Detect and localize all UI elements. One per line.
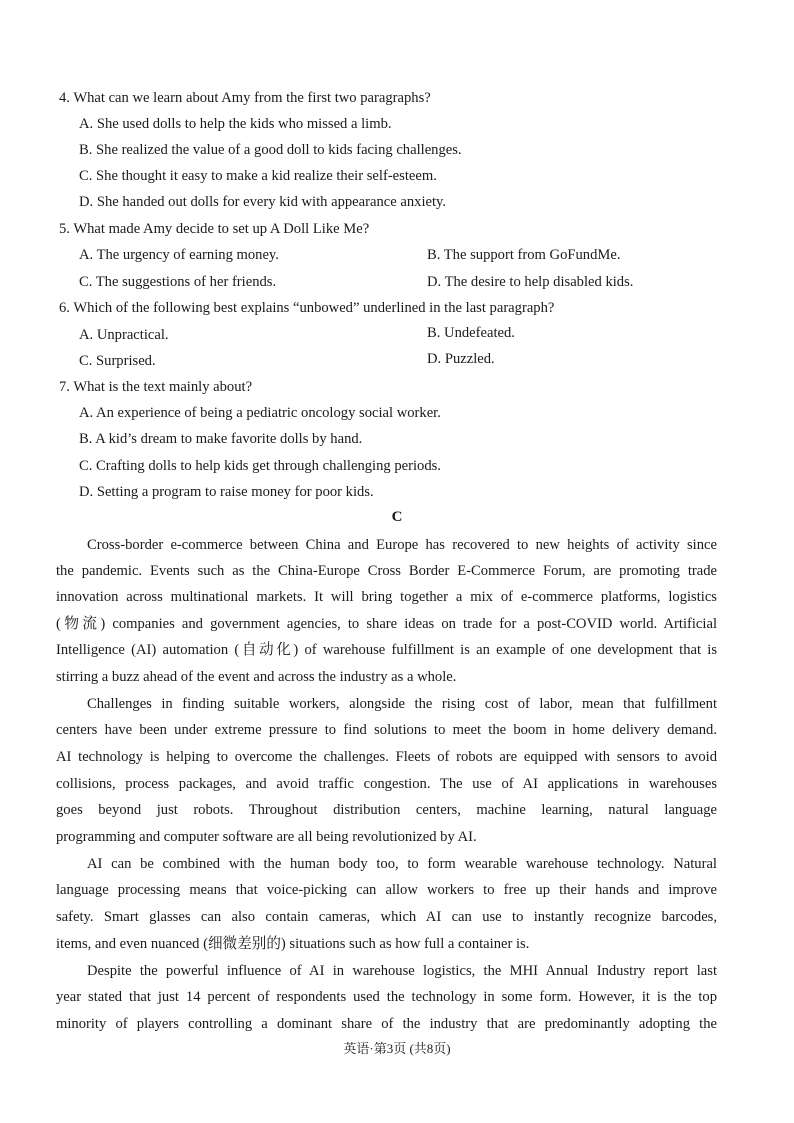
question-4-option-b: B. She realized the value of a good doll to kids facing challenges.	[79, 142, 462, 158]
passage-line: Cross-border e-commerce between China and Europe has recovered to new heights of activity since	[87, 537, 717, 553]
passage-line: stirring a buzz ahead of the event and across the industry as a whole.	[56, 669, 457, 685]
question-6-stem: 6. Which of the following best explains “unbowed” underlined in the last paragraph?	[59, 300, 555, 316]
passage-line: Despite the powerful influence of AI in warehouse logistics, the MHI Annual Industry report last	[87, 963, 717, 979]
passage-line: goes beyond just robots. Throughout distribution centers, machine learning, natural language	[56, 802, 717, 818]
section-heading: C	[391, 509, 403, 525]
passage-line: AI technology is helping to overcome the challenges. Fleets of robots are equipped with sensors to avoid	[56, 749, 717, 765]
passage-line: the pandemic. Events such as the China-Europe Cross Border E-Commerce Forum, are promoting trade	[56, 563, 717, 579]
passage-line: innovation across multinational markets. It will bring together a mix of e-commerce platforms, logistics	[56, 589, 717, 605]
question-6-option-a: A. Unpractical.	[79, 327, 169, 343]
passage-line: year stated that just 14 percent of respondents used the technology in some form. However, it is the top	[56, 989, 717, 1005]
question-4-option-a: A. She used dolls to help the kids who missed a limb.	[79, 116, 392, 132]
question-5-option-a: A. The urgency of earning money.	[79, 247, 279, 263]
passage-line: minority of players controlling a dominant share of the industry that are predominantly adopting the	[56, 1016, 717, 1032]
passage-line: centers have been under extreme pressure to find solutions to meet the boom in home delivery demand.	[56, 722, 717, 738]
question-5-stem: 5. What made Amy decide to set up A Doll Like Me?	[59, 221, 370, 237]
page-footer: 英语·第3页 (共8页)	[343, 1041, 451, 1056]
question-7-option-b: B. A kid’s dream to make favorite dolls by hand.	[79, 431, 363, 447]
question-7-stem: 7. What is the text mainly about?	[59, 379, 253, 395]
passage-line: items, and even nuanced (细微差别的) situations such as how full a container is.	[56, 936, 530, 952]
passage-line: programming and computer software are all being revolutionized by AI.	[56, 829, 477, 845]
question-7-option-a: A. An experience of being a pediatric oncology social worker.	[79, 405, 441, 421]
passage-line: Intelligence (AI) automation (自动化) of warehouse fulfillment is an example of one development that is	[56, 642, 717, 658]
question-4-option-d: D. She handed out dolls for every kid with appearance anxiety.	[79, 194, 447, 210]
question-5-option-c: C. The suggestions of her friends.	[79, 274, 277, 290]
passage-line: collisions, process packages, and avoid traffic congestion. The use of AI applications in warehouses	[56, 776, 717, 792]
passage-line: AI can be combined with the human body too, to form wearable warehouse technology. Natural	[87, 856, 717, 872]
passage-line: Challenges in finding suitable workers, alongside the rising cost of labor, mean that fulfillment	[87, 696, 717, 712]
question-6-option-c: C. Surprised.	[79, 353, 156, 369]
question-6-option-d: D. Puzzled.	[427, 351, 495, 367]
question-4-option-c: C. She thought it easy to make a kid realize their self-esteem.	[79, 168, 437, 184]
passage-line: (物流) companies and government agencies, to share ideas on trade for a post-COVID world. Artificial	[56, 616, 717, 632]
question-5-option-b: B. The support from GoFundMe.	[427, 247, 621, 263]
question-6-option-b: B. Undefeated.	[427, 325, 515, 341]
question-7-option-d: D. Setting a program to raise money for poor kids.	[79, 484, 374, 500]
question-7-option-c: C. Crafting dolls to help kids get through challenging periods.	[79, 458, 441, 474]
passage-line: safety. Smart glasses can also contain cameras, which AI can use to instantly recognize barcodes,	[56, 909, 717, 925]
question-4-stem: 4. What can we learn about Amy from the first two paragraphs?	[59, 90, 431, 106]
passage-line: language processing means that voice-picking can allow workers to free up their hands and improve	[56, 882, 717, 898]
question-5-option-d: D. The desire to help disabled kids.	[427, 274, 634, 290]
